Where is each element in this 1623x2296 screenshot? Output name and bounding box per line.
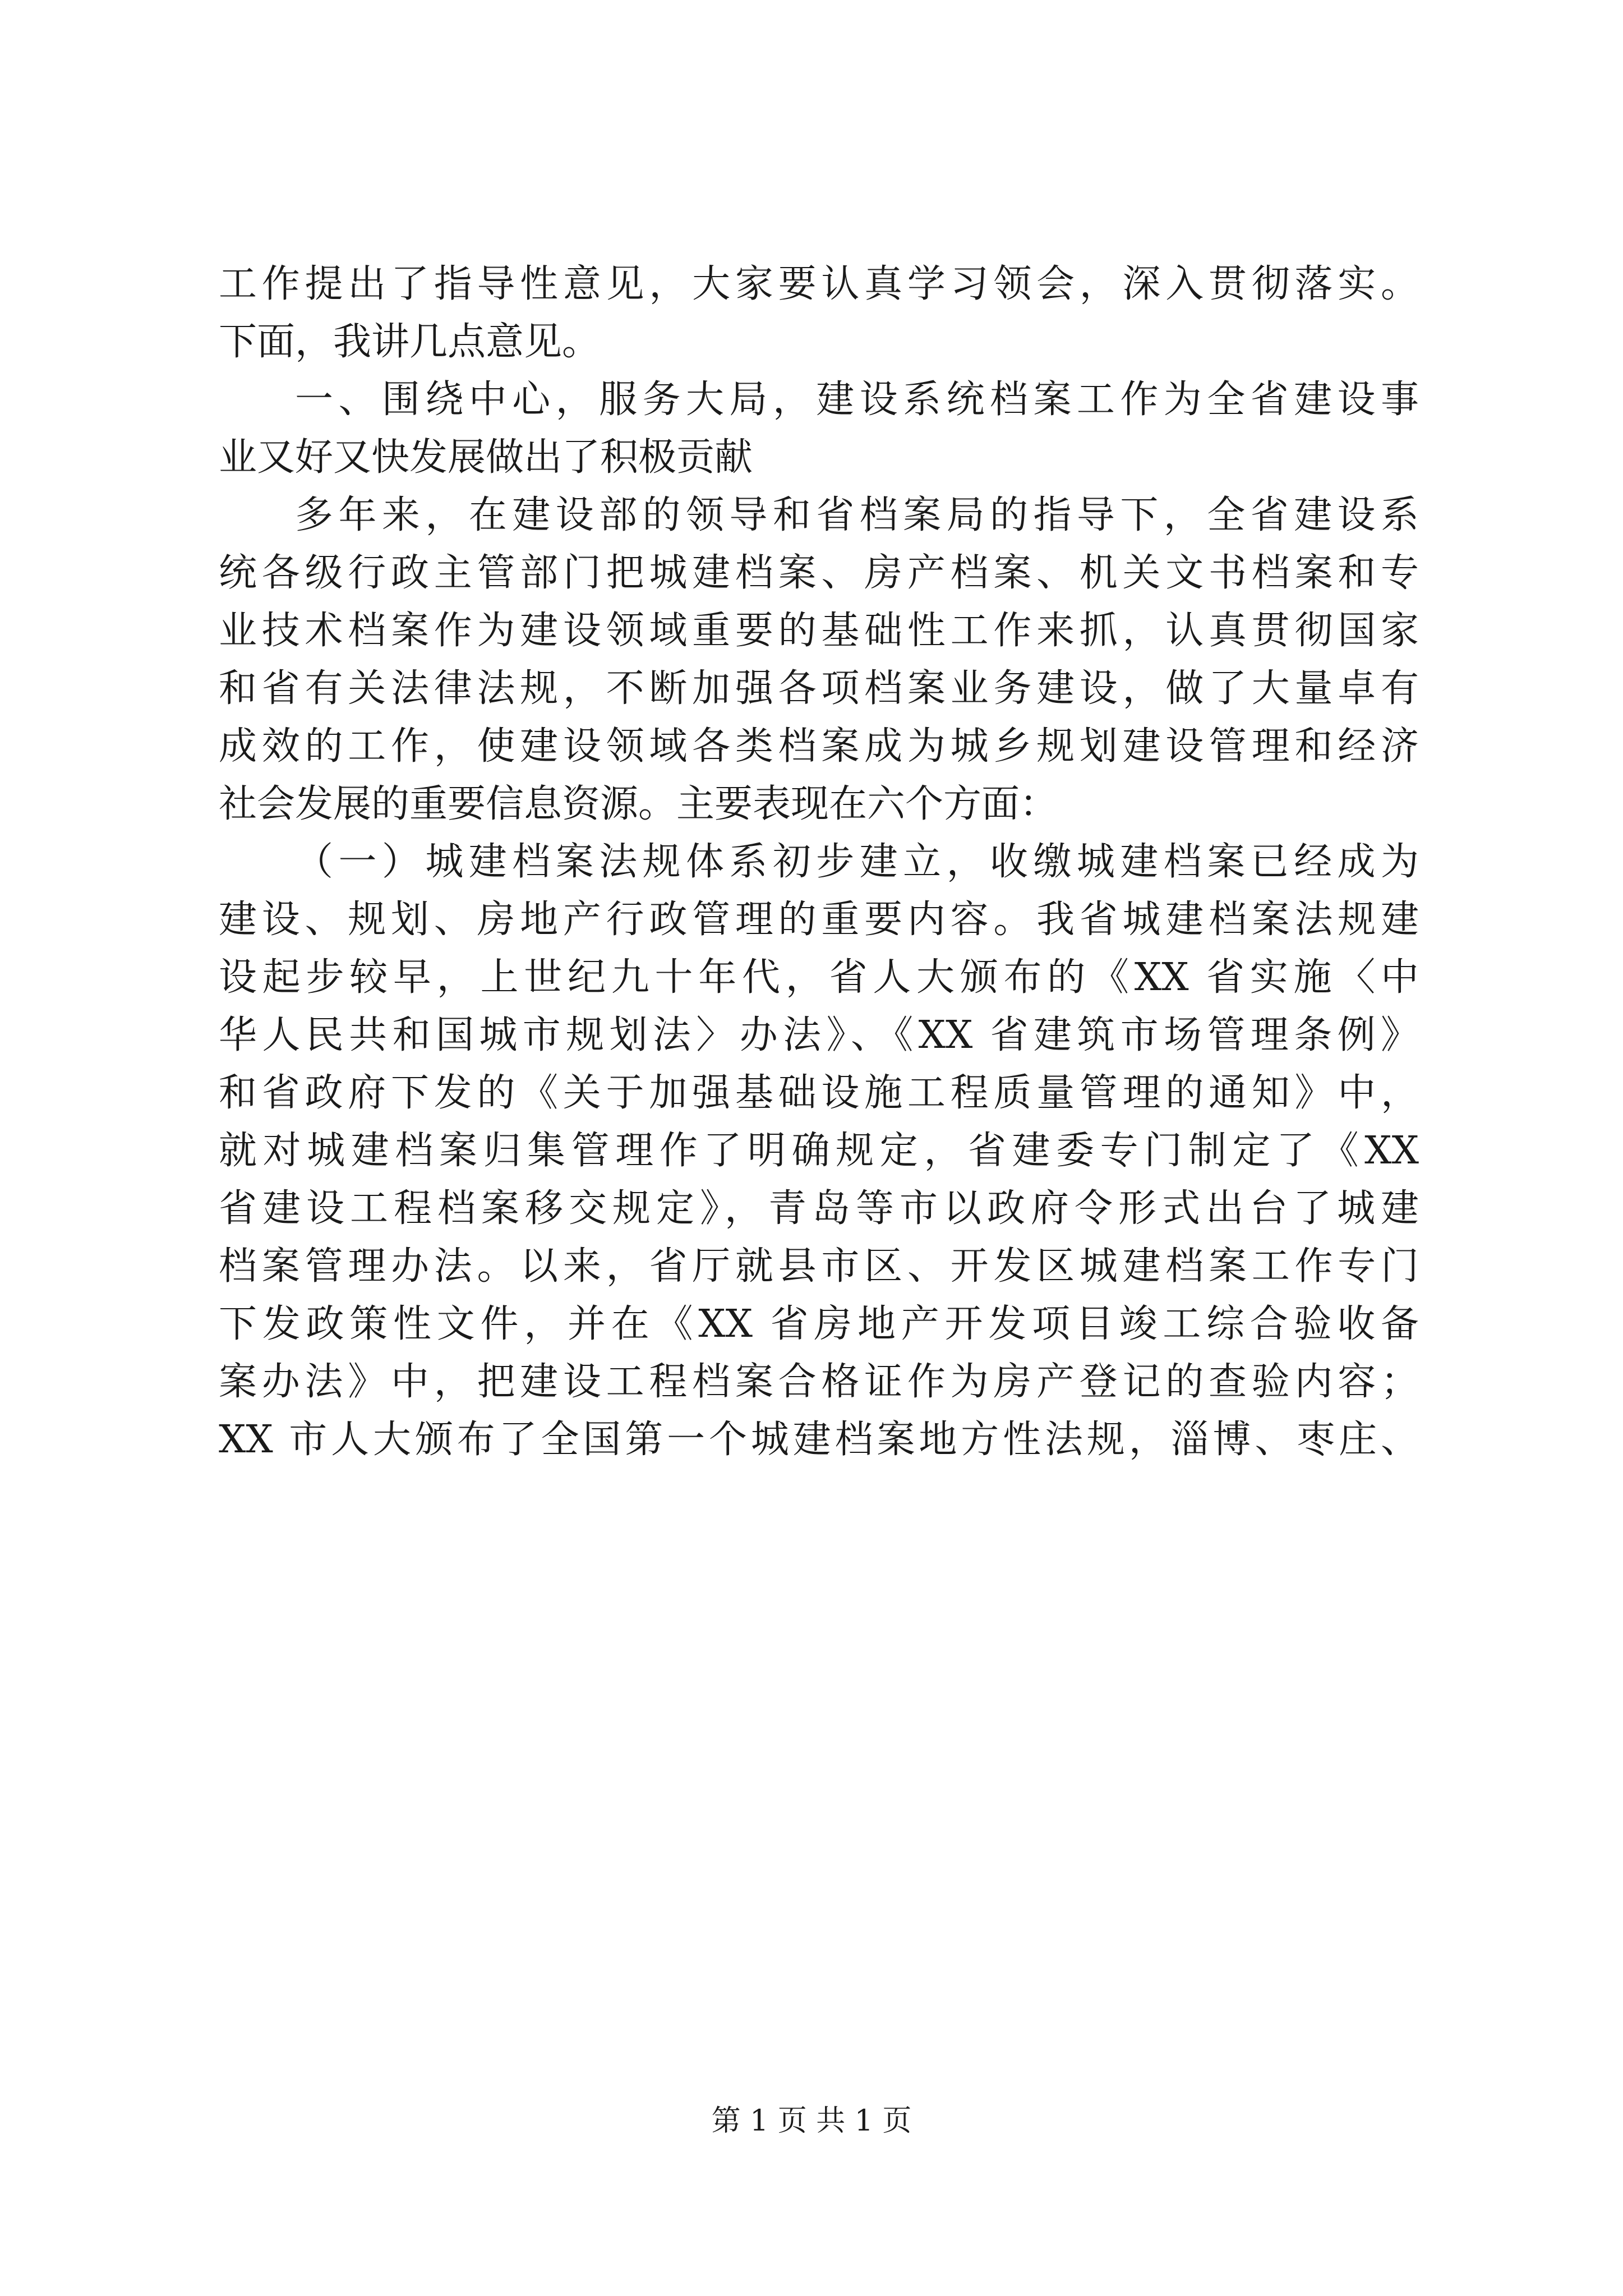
text-line: 档案管理办法。以来，省厅就县市区、开发区城建档案工作专门 (219, 1244, 1419, 1289)
page-footer: 第 1 页 共 1 页 (711, 2104, 912, 2138)
text-line: 一、围绕中心，服务大局，建设系统档案工作为全省建设事 (295, 378, 1419, 422)
text-line: 设起步较早，上世纪九十年代，省人大颁布的《XX 省实施〈中 (219, 955, 1419, 1000)
text-line: 下面，我讲几点意见。 (219, 320, 601, 364)
text-line: 就对城建档案归集管理作了明确规定，省建委专门制定了《XX (219, 1129, 1419, 1173)
paragraph-1 (219, 255, 1419, 371)
paragraph-3 (219, 833, 1419, 1469)
text-line: 和省有关法律法规，不断加强各项档案业务建设，做了大量卓有 (219, 666, 1419, 711)
text-line: XX 市人大颁布了全国第一个城建档案地方性法规，淄博、枣庄、 (219, 1418, 1419, 1462)
text-line: 建设、规划、房地产行政管理的重要内容。我省城建档案法规建 (219, 898, 1419, 942)
document-body (219, 255, 1419, 1469)
text-line: 华人民共和国城市规划法〉办法》、《XX 省建筑市场管理条例》 (219, 1013, 1419, 1057)
text-line: 业技术档案作为建设领域重要的基础性工作来抓，认真贯彻国家 (219, 609, 1419, 653)
text-line: 统各级行政主管部门把城建档案、房产档案、机关文书档案和专 (219, 551, 1419, 595)
text-line: 案办法》中，把建设工程档案合格证作为房产登记的查验内容； (219, 1360, 1419, 1404)
text-line: 和省政府下发的《关于加强基础设施工程质量管理的通知》中， (219, 1071, 1419, 1115)
text-line: 成效的工作，使建设领域各类档案成为城乡规划建设管理和经济 (219, 724, 1419, 769)
text-line: 省建设工程档案移交规定》，青岛等市以政府令形式出台了城建 (219, 1186, 1419, 1231)
text-line: （一）城建档案法规体系初步建立，收缴城建档案已经成为 (295, 840, 1419, 884)
text-line: 下发政策性文件，并在《XX 省房地产开发项目竣工综合验收备 (219, 1302, 1419, 1346)
text-line: 多年来，在建设部的领导和省档案局的指导下，全省建设系 (295, 493, 1419, 537)
paragraph-2 (219, 486, 1419, 833)
text-line: 业又好又快发展做出了积极贡献 (219, 435, 753, 480)
text-line: 工作提出了指导性意见，大家要认真学习领会，深入贯彻落实。 (219, 262, 1419, 306)
text-line: 社会发展的重要信息资源。主要表现在六个方面： (219, 782, 1058, 826)
section-heading (219, 371, 1419, 486)
